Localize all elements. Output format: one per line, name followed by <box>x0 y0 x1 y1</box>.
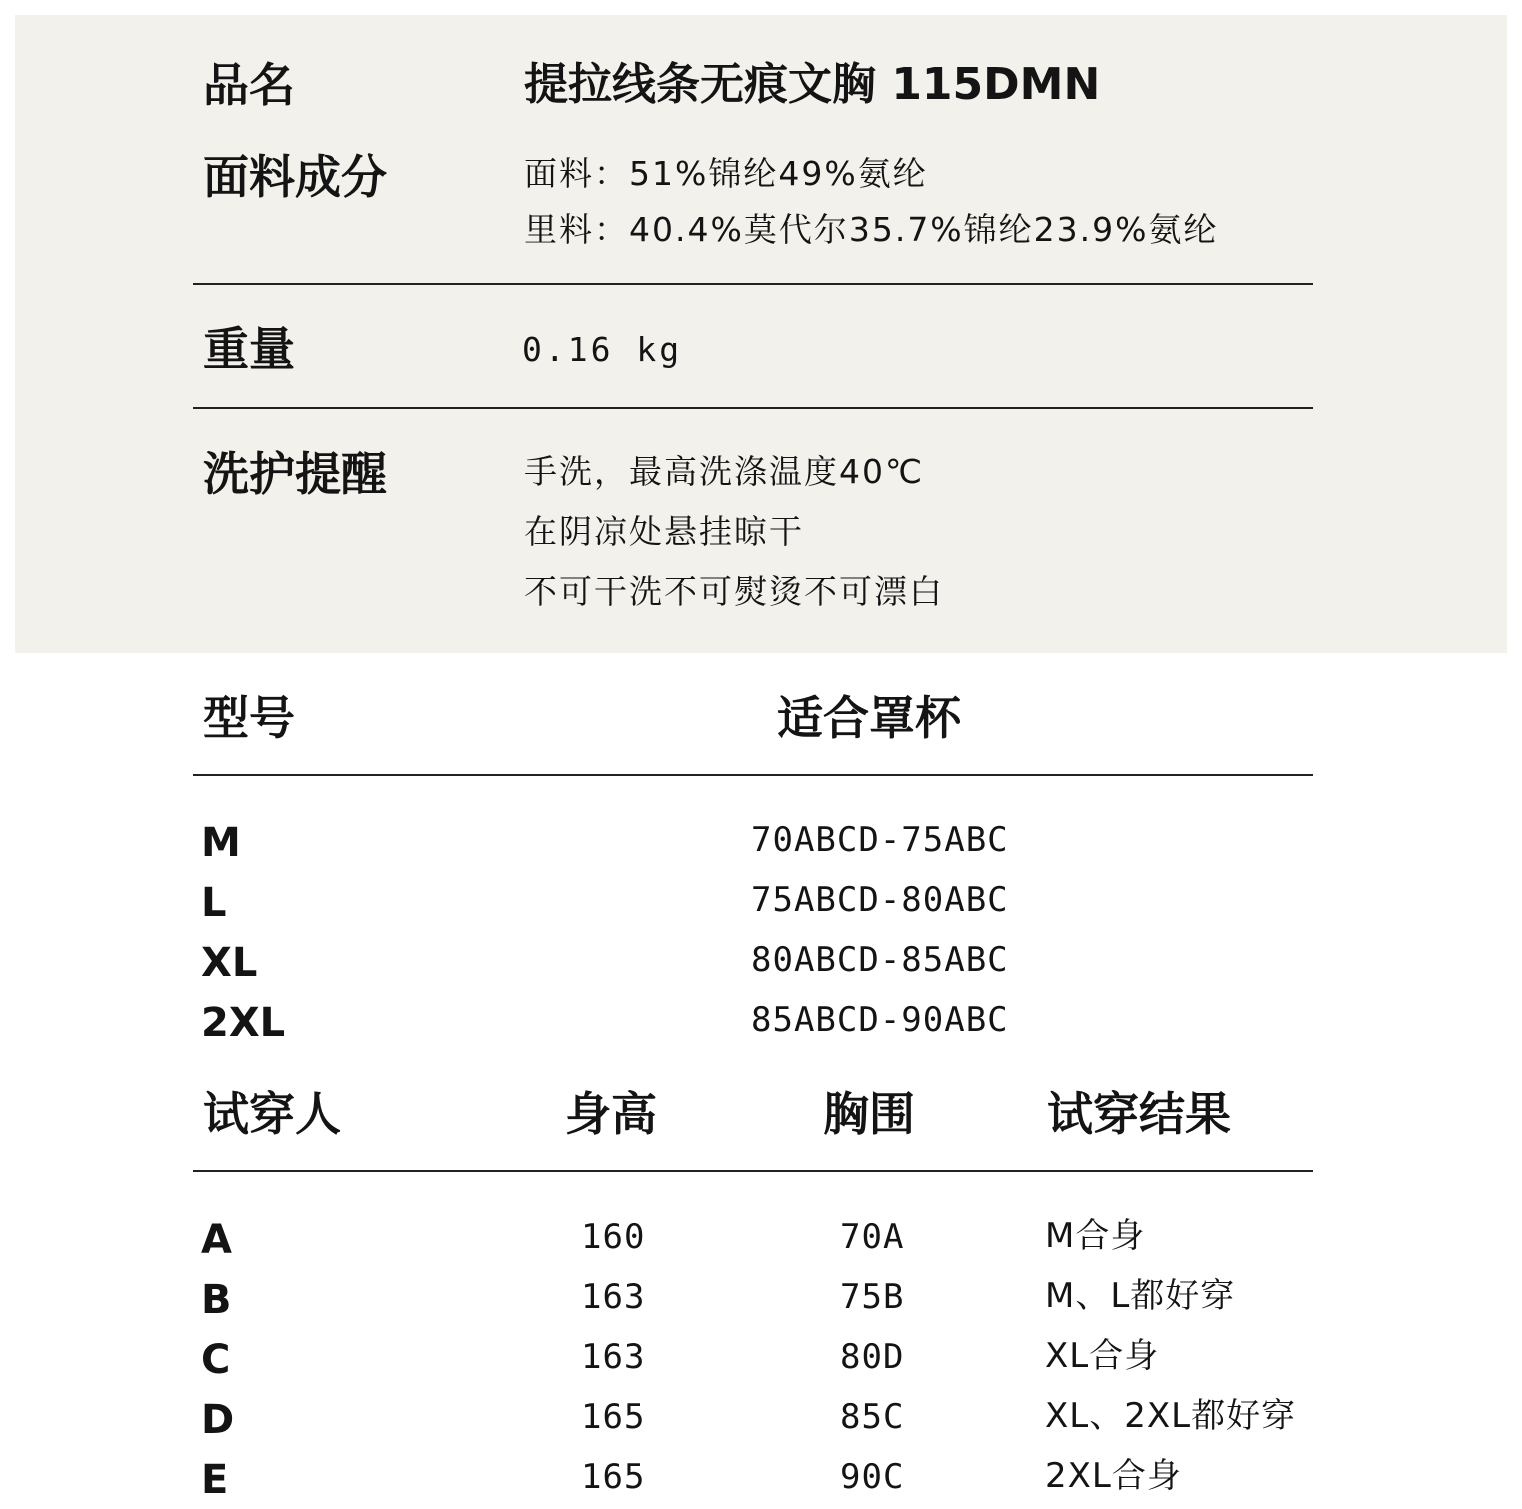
fit-row-bust: 75B <box>840 1277 905 1317</box>
fit-row-tester: D <box>201 1397 235 1443</box>
fit-header-tester: 试穿人 <box>203 1087 341 1141</box>
product-name-label: 品名 <box>203 58 295 112</box>
size-row-cup: 75ABCD-80ABC <box>751 880 1009 920</box>
fabric-label: 面料成分 <box>203 150 387 204</box>
divider <box>193 1170 1313 1172</box>
fit-row-tester: C <box>201 1337 231 1383</box>
fit-row-bust: 90C <box>840 1457 905 1497</box>
fit-row-bust: 80D <box>840 1337 905 1377</box>
fit-row-result: M、L都好穿 <box>1045 1276 1236 1316</box>
size-row-size: M <box>201 820 241 866</box>
fit-row-height: 165 <box>581 1397 646 1437</box>
size-row-size: L <box>201 880 227 926</box>
size-row-cup: 85ABCD-90ABC <box>751 1000 1009 1040</box>
size-row-cup: 80ABCD-85ABC <box>751 940 1009 980</box>
fit-header-height: 身高 <box>565 1087 657 1141</box>
divider <box>193 774 1313 776</box>
fit-row-height: 163 <box>581 1337 646 1377</box>
divider <box>193 283 1313 285</box>
fit-header-result: 试穿结果 <box>1047 1087 1231 1141</box>
fit-row-tester: E <box>201 1457 229 1503</box>
fit-row-bust: 85C <box>840 1397 905 1437</box>
size-row-size: 2XL <box>201 1000 286 1046</box>
fit-row-tester: A <box>201 1217 232 1263</box>
care-wash: 手洗，最高洗涤温度40℃ <box>524 452 925 491</box>
size-header-model: 型号 <box>203 691 295 745</box>
fit-row-result: M合身 <box>1045 1216 1146 1256</box>
fit-row-height: 160 <box>581 1217 646 1257</box>
size-header-cup: 适合罩杯 <box>777 691 961 745</box>
fabric-outer: 面料：51%锦纶49%氨纶 <box>524 154 928 193</box>
fit-row-result: XL合身 <box>1045 1336 1160 1376</box>
fit-row-result: XL、2XL都好穿 <box>1045 1396 1297 1436</box>
size-row-cup: 70ABCD-75ABC <box>751 820 1009 860</box>
fit-row-bust: 70A <box>840 1217 905 1257</box>
size-row-size: XL <box>201 940 258 986</box>
product-name-value: 提拉线条无痕文胸 115DMN <box>524 59 1101 110</box>
fit-header-bust: 胸围 <box>823 1087 915 1141</box>
fit-row-result: 2XL合身 <box>1045 1456 1182 1496</box>
fabric-lining: 里料：40.4%莫代尔35.7%锦纶23.9%氨纶 <box>524 210 1219 249</box>
care-dry: 在阴凉处悬挂晾干 <box>524 512 804 551</box>
weight-value: 0.16 kg <box>522 330 683 369</box>
divider <box>193 407 1313 409</box>
fit-row-height: 163 <box>581 1277 646 1317</box>
care-restrictions: 不可干洗不可熨烫不可漂白 <box>524 572 944 611</box>
weight-label: 重量 <box>203 322 295 376</box>
care-label: 洗护提醒 <box>203 447 387 501</box>
fit-row-tester: B <box>201 1277 232 1323</box>
fit-row-height: 165 <box>581 1457 646 1497</box>
